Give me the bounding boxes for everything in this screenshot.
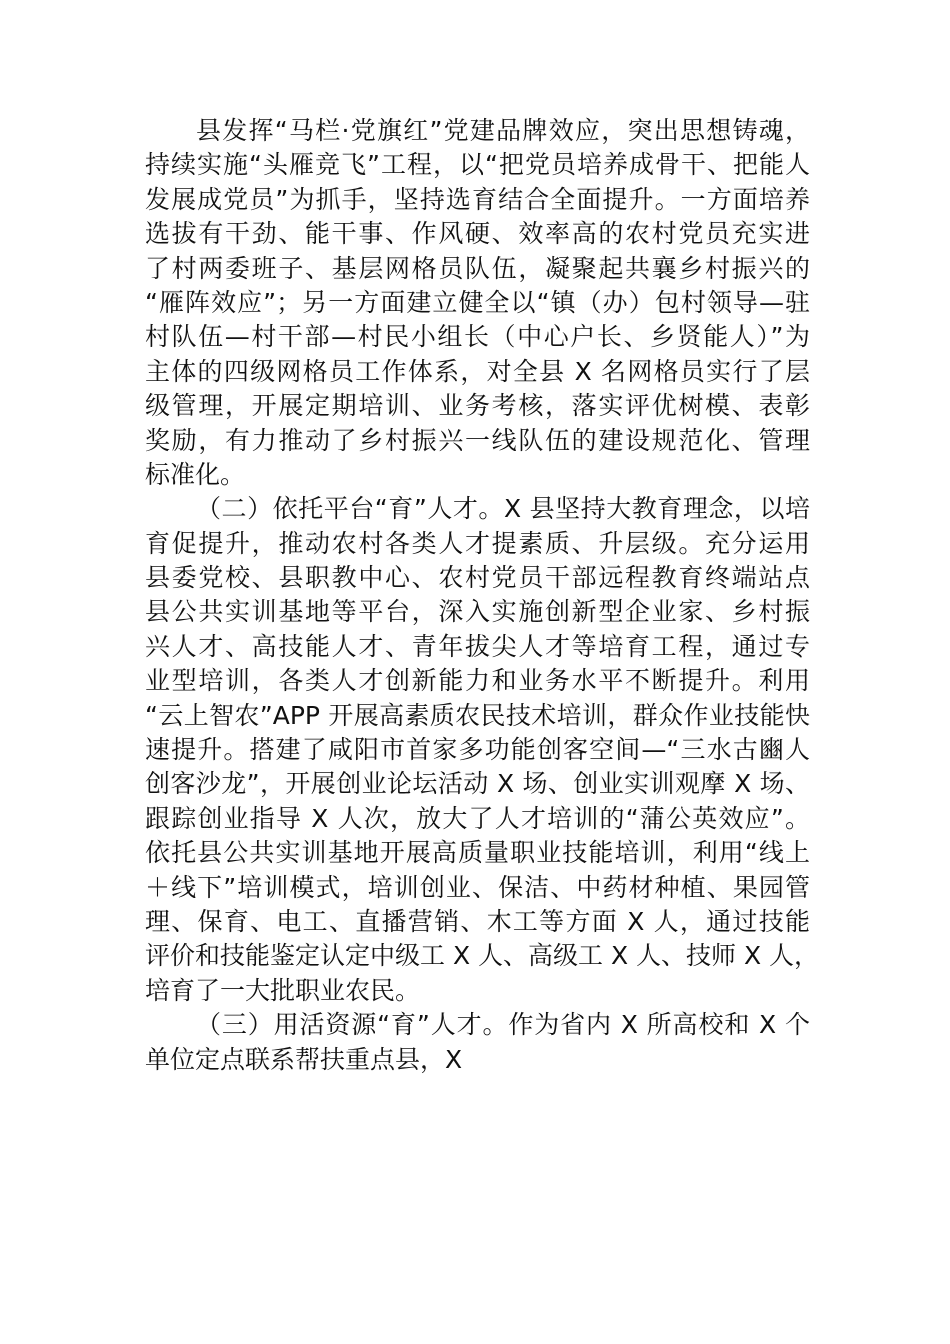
text-line: 了村两委班子、基层网格员队伍，凝聚起共襄乡村振兴的 <box>145 253 810 283</box>
text-line: （二）依托平台“育”人才。X 县坚持大教育理念，以培 <box>196 494 810 524</box>
text-line: 标准化。 <box>145 459 246 489</box>
text-line: 评价和技能鉴定认定中级工 X 人、高级工 X 人、技师 X 人， <box>145 941 820 971</box>
text-line: “云上智农”APP 开展高素质农民技术培训，群众作业技能快 <box>145 700 810 730</box>
text-line: 主体的四级网格员工作体系，对全县 X 名网格员实行了层 <box>145 356 810 386</box>
text-line: 理、保育、电工、直播营销、木工等方面 X 人，通过技能 <box>145 906 810 936</box>
text-line: 单位定点联系帮扶重点县，X <box>145 1044 463 1074</box>
text-line: 依托县公共实训基地开展高质量职业技能培训，利用“线上 <box>145 838 810 868</box>
text-line: 县公共实训基地等平台，深入实施创新型企业家、乡村振 <box>145 597 810 627</box>
text-line: 速提升。搭建了咸阳市首家多功能创客空间—“三水古豳人 <box>145 735 810 765</box>
text-line: 村队伍—村干部—村民小组长（中心户长、乡贤能人）”为 <box>145 322 810 352</box>
text-line: （三）用活资源“育”人才。作为省内 X 所高校和 X 个 <box>196 1010 810 1040</box>
text-line: 选拔有干劲、能干事、作风硬、效率高的农村党员充实进 <box>145 219 810 249</box>
text-line: 发展成党员”为抓手，坚持选育结合全面提升。一方面培养 <box>145 184 810 214</box>
text-line: 创客沙龙”，开展创业论坛活动 X 场、创业实训观摩 X 场、 <box>145 769 810 799</box>
text-line: 奖励，有力推动了乡村振兴一线队伍的建设规范化、管理 <box>145 425 810 455</box>
text-line: 兴人才、高技能人才、青年拔尖人才等培育工程，通过专 <box>145 631 810 661</box>
text-line: 县委党校、县职教中心、农村党员干部远程教育终端站点 <box>145 563 810 593</box>
text-line: 县发挥“马栏·党旗红”党建品牌效应，突出思想铸魂， <box>196 116 810 145</box>
text-line: 跟踪创业指导 X 人次，放大了人才培训的“蒲公英效应”。 <box>145 803 810 833</box>
text-line: 持续实施“头雁竞飞”工程，以“把党员培养成骨干、把能人 <box>145 150 810 180</box>
text-line: 级管理，开展定期培训、业务考核，落实评优树模、表彰 <box>145 391 810 421</box>
body-text <box>145 114 820 1077</box>
text-line: “雁阵效应”；另一方面建立健全以“镇（办）包村领导—驻 <box>145 287 810 317</box>
text-line: 育促提升，推动农村各类人才提素质、升层级。充分运用 <box>145 528 810 558</box>
text-line: ＋线下”培训模式，培训创业、保洁、中药材种植、果园管 <box>145 872 810 902</box>
text-line: 业型培训，各类人才创新能力和业务水平不断提升。利用 <box>145 666 810 696</box>
text-line: 培育了一大批职业农民。 <box>145 975 421 1005</box>
